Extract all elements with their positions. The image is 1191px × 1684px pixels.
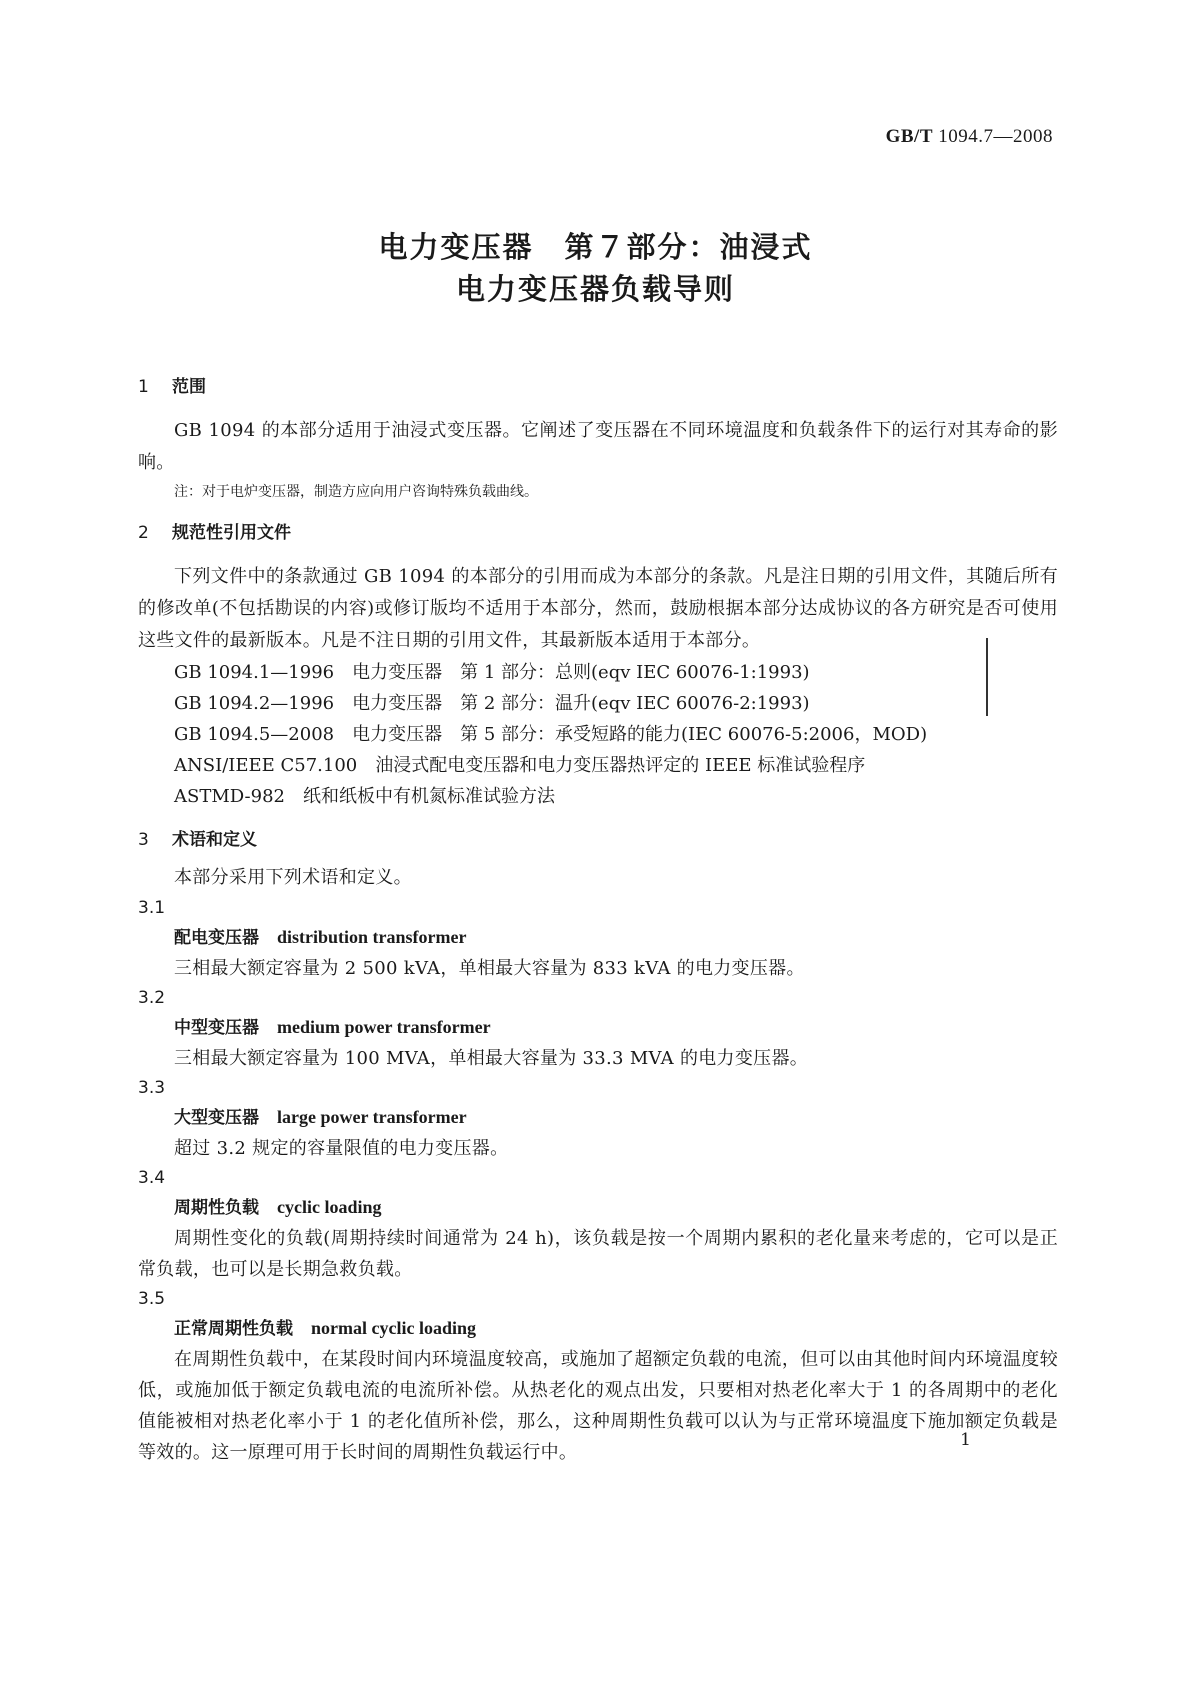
section-title: 术语和定义 <box>172 830 257 850</box>
section-1-note: 注：对于电炉变压器，制造方应向用户咨询特殊负载曲线。 <box>174 484 538 500</box>
standard-number: 1094.7—2008 <box>938 126 1053 147</box>
reference-title: 电力变压器 第 1 部分：总则(eqv IEC 60076-1:1993) <box>352 662 810 683</box>
reference-item <box>138 750 1058 781</box>
section-2-heading <box>138 521 1058 545</box>
title-line-2: 电力变压器负载导则 <box>455 272 735 306</box>
term-definition: 三相最大额定容量为 100 MVA，单相最大容量为 33.3 MVA 的电力变压器。 <box>174 1048 809 1069</box>
revision-change-bar <box>986 638 988 716</box>
page-number: 1 <box>960 1430 971 1450</box>
document-body <box>138 375 1058 1468</box>
reference-title: 油浸式配电变压器和电力变压器热评定的 IEEE 标准试验程序 <box>375 755 866 776</box>
section-3-heading <box>138 828 1058 852</box>
section-number: 3 <box>138 830 149 850</box>
reference-item <box>138 781 1058 812</box>
term-name-en: cyclic loading <box>277 1197 382 1217</box>
reference-title: 纸和纸板中有机氮标准试验方法 <box>302 786 555 807</box>
term-name-zh: 中型变压器 <box>174 1018 259 1038</box>
standard-code-header <box>886 126 1053 148</box>
term-number: 3.4 <box>138 1168 166 1188</box>
term-3-1 <box>138 894 1058 984</box>
section-1-paragraph: GB 1094 的本部分适用于油浸式变压器。它阐述了变压器在不同环境温度和负载条件下的运行对其寿命的影响。 <box>138 420 1058 473</box>
reference-code: ANSI/IEEE C57.100 <box>174 755 358 776</box>
term-number: 3.1 <box>138 898 166 918</box>
section-1-heading <box>138 375 1058 399</box>
term-name <box>138 922 1058 953</box>
term-name <box>138 1012 1058 1043</box>
term-number: 3.5 <box>138 1289 166 1309</box>
section-number: 2 <box>138 523 149 543</box>
reference-list <box>138 657 1058 812</box>
term-name-zh: 大型变压器 <box>174 1108 259 1128</box>
term-definition: 周期性变化的负载(周期持续时间通常为 24 h)，该负载是按一个周期内累积的老化量来考虑的，它可以是正常负载，也可以是长期急救负载。 <box>138 1228 1058 1280</box>
term-definition: 超过 3.2 规定的容量限值的电力变压器。 <box>174 1138 509 1159</box>
reference-code: ASTMD-982 <box>174 786 285 807</box>
term-name <box>138 1313 1058 1344</box>
term-name-en: distribution transformer <box>277 927 467 947</box>
term-name-en: large power transformer <box>277 1107 467 1127</box>
reference-title: 电力变压器 第 2 部分：温升(eqv IEC 60076-2:1993) <box>352 693 810 714</box>
term-3-2 <box>138 984 1058 1074</box>
section-3-intro: 本部分采用下列术语和定义。 <box>174 867 412 888</box>
reference-code: GB 1094.1—1996 <box>174 662 335 683</box>
reference-item <box>138 657 1058 688</box>
title-line-1: 电力变压器 第７部分：油浸式 <box>378 230 813 264</box>
section-2-paragraph: 下列文件中的条款通过 GB 1094 的本部分的引用而成为本部分的条款。凡是注日期的引用文件，其随后所有的修改单(不包括勘误的内容)或修订版均不适用于本部分，然而，鼓励根据本部分达成协议的各方研究是否可使用这些文件的最新版本。凡是不注日期的引用文件，其最新版本适用于本部分。 <box>138 566 1058 651</box>
term-3-5 <box>138 1285 1058 1468</box>
reference-code: GB 1094.2—1996 <box>174 693 335 714</box>
term-number: 3.3 <box>138 1078 166 1098</box>
reference-item <box>138 688 1058 719</box>
term-definition: 在周期性负载中，在某段时间内环境温度较高，或施加了超额定负载的电流，但可以由其他时间内环境温度较低，或施加低于额定负载电流的电流所补偿。从热老化的观点出发，只要相对热老化率大于 1 的各周期中的老化值能被相对热老化率小于 1 的老化值所补偿，那么，这种周期性负载可以认为与正常环境温度下施加额定负载是等效的。这一原理可用于长时间的周期性负载运行中。 <box>138 1349 1058 1463</box>
term-3-4 <box>138 1164 1058 1285</box>
term-name-zh: 周期性负载 <box>174 1198 259 1218</box>
term-name <box>138 1102 1058 1133</box>
section-title: 范围 <box>172 377 206 397</box>
reference-code: GB 1094.5—2008 <box>174 724 335 745</box>
term-definition: 三相最大额定容量为 2 500 kVA，单相最大容量为 833 kVA 的电力变压器。 <box>174 958 805 979</box>
term-name-zh: 正常周期性负载 <box>174 1319 293 1339</box>
section-title: 规范性引用文件 <box>172 523 291 543</box>
term-name-en: medium power transformer <box>277 1017 491 1037</box>
document-title <box>0 226 1191 310</box>
term-name-en: normal cyclic loading <box>311 1318 476 1338</box>
term-number: 3.2 <box>138 988 166 1008</box>
standard-prefix: GB/T <box>885 126 933 147</box>
term-name-zh: 配电变压器 <box>174 928 259 948</box>
reference-item <box>138 719 1058 750</box>
term-name <box>138 1192 1058 1223</box>
section-number: 1 <box>138 377 149 397</box>
reference-title: 电力变压器 第 5 部分：承受短路的能力(IEC 60076-5:2006，MOD) <box>352 724 928 745</box>
term-3-3 <box>138 1074 1058 1164</box>
